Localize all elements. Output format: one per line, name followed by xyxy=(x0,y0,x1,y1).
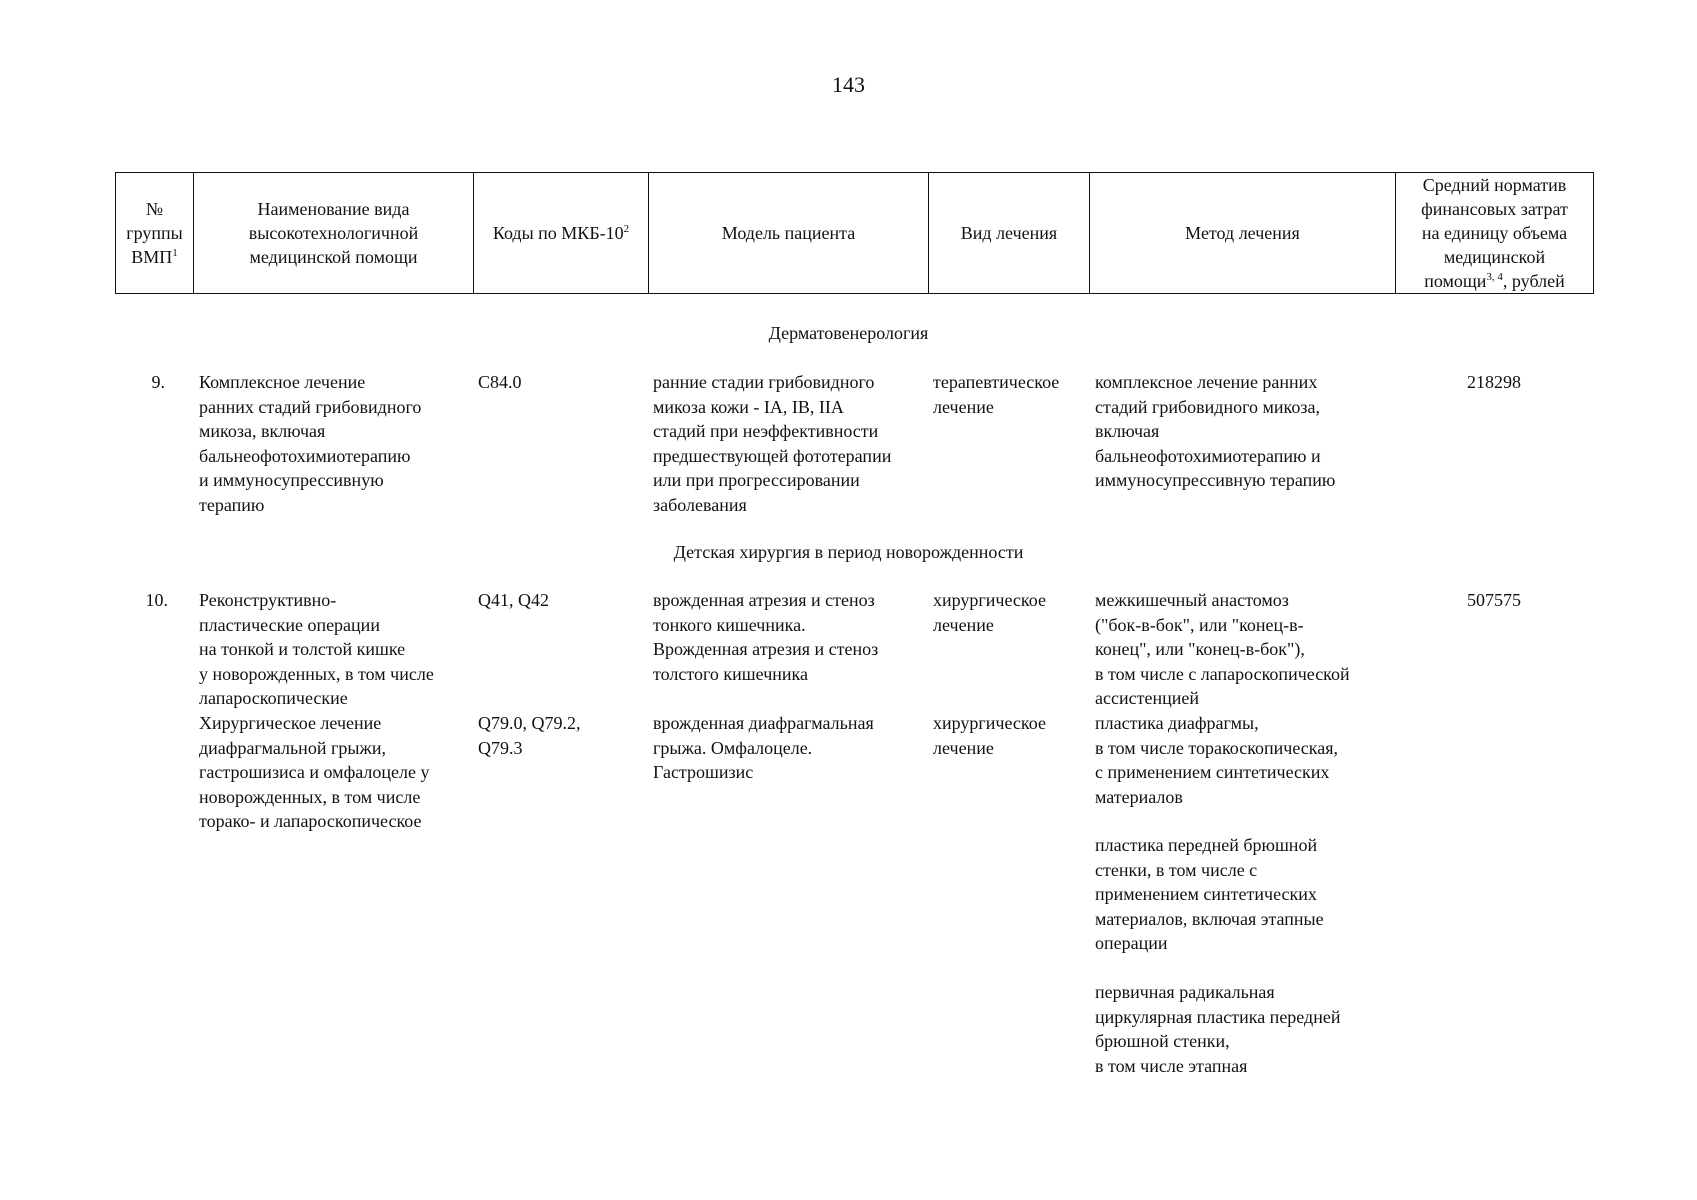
patient-model: врожденная диафрагмальная грыжа. Омфалоцеле. Гастрошизис xyxy=(653,713,874,782)
section-title: Детская хирургия в период новорожденности xyxy=(673,542,1024,562)
icd-codes: Q41, Q42 xyxy=(478,590,549,610)
icd-codes: C84.0 xyxy=(478,372,522,392)
treatment-method: первичная радикальная циркулярная пластика передней брюшной стенки, в том числе этапная xyxy=(1095,982,1341,1076)
average-cost: 218298 xyxy=(1467,372,1521,392)
average-cost: 507575 xyxy=(1467,590,1521,610)
care-type-name: Реконструктивно- пластические операции на тонкой и толстой кишке у новорожденных, в том числе лапароскопические xyxy=(199,590,434,708)
group-number: 9. xyxy=(151,372,165,392)
treatment-kind: хирургическое лечение xyxy=(933,590,1046,635)
footnote-marker: 1 xyxy=(172,247,178,259)
patient-model: врожденная атрезия и стеноз тонкого кишечника. Врожденная атрезия и стеноз толстого кишечника xyxy=(653,590,879,684)
care-type-name: Хирургическое лечение диафрагмальной грыжи, гастрошизиса и омфалоцеле у новорожденных, в том числе торако- и лапароскопическое xyxy=(199,713,430,831)
treatment-method: пластика передней брюшной стенки, в том числе с применением синтетических материалов, включая этапные операции xyxy=(1095,835,1324,953)
patient-model: ранние стадии грибовидного микоза кожи - IA, IB, IIA стадий при неэффективности предшествующей фототерапии или при прогрессировании заболевания xyxy=(653,372,892,515)
treatment-kind: хирургическое лечение xyxy=(933,713,1046,758)
header-icd-codes: Коды по МКБ-$10^2$ xyxy=(474,173,649,294)
care-type-name: Комплексное лечение ранних стадий грибовидного микоза, включая бальнеофотохимиотерапию и иммуносупрессивную терапию xyxy=(199,372,422,515)
treatment-method: комплексное лечение ранних стадий грибовидного микоза, включая бальнеофотохимиотерапию и иммуносупрессивную терапию xyxy=(1095,372,1336,490)
treatment-method: межкишечный анастомоз ("бок-в-бок", или "конец-в- конец", или "конец-в-бок"), в том числе с лапароскопической ассистенцией xyxy=(1095,590,1350,708)
group-number: 10. xyxy=(145,590,168,610)
header-treatment-method: Метод лечения xyxy=(1090,173,1396,294)
footnote-marker: 3, 4 xyxy=(1486,271,1503,283)
header-group-number: № группы ВМП$^1$ xyxy=(116,173,194,294)
icd-codes: Q79.0, Q79.2, Q79.3 xyxy=(478,713,581,758)
footnote-marker: 2 xyxy=(623,223,630,235)
table-header xyxy=(115,172,1594,294)
header-patient-model: Модель пациента xyxy=(649,173,929,294)
treatment-kind: терапевтическое лечение xyxy=(933,372,1060,417)
page-number: 143 xyxy=(832,72,865,97)
header-care-type-name: Наименование вида высокотехнологичной медицинской помощи xyxy=(194,173,474,294)
treatment-method: пластика диафрагмы, в том числе торакоскопическая, с применением синтетических материалов xyxy=(1095,713,1339,807)
section-title: Дерматовенерология xyxy=(768,323,929,343)
header-treatment-kind: Вид лечения xyxy=(929,173,1090,294)
header-average-cost: Средний норматив финансовых затрат на единицу объема медицинской помощи$^{3, 4}$, рублей xyxy=(1396,173,1594,294)
